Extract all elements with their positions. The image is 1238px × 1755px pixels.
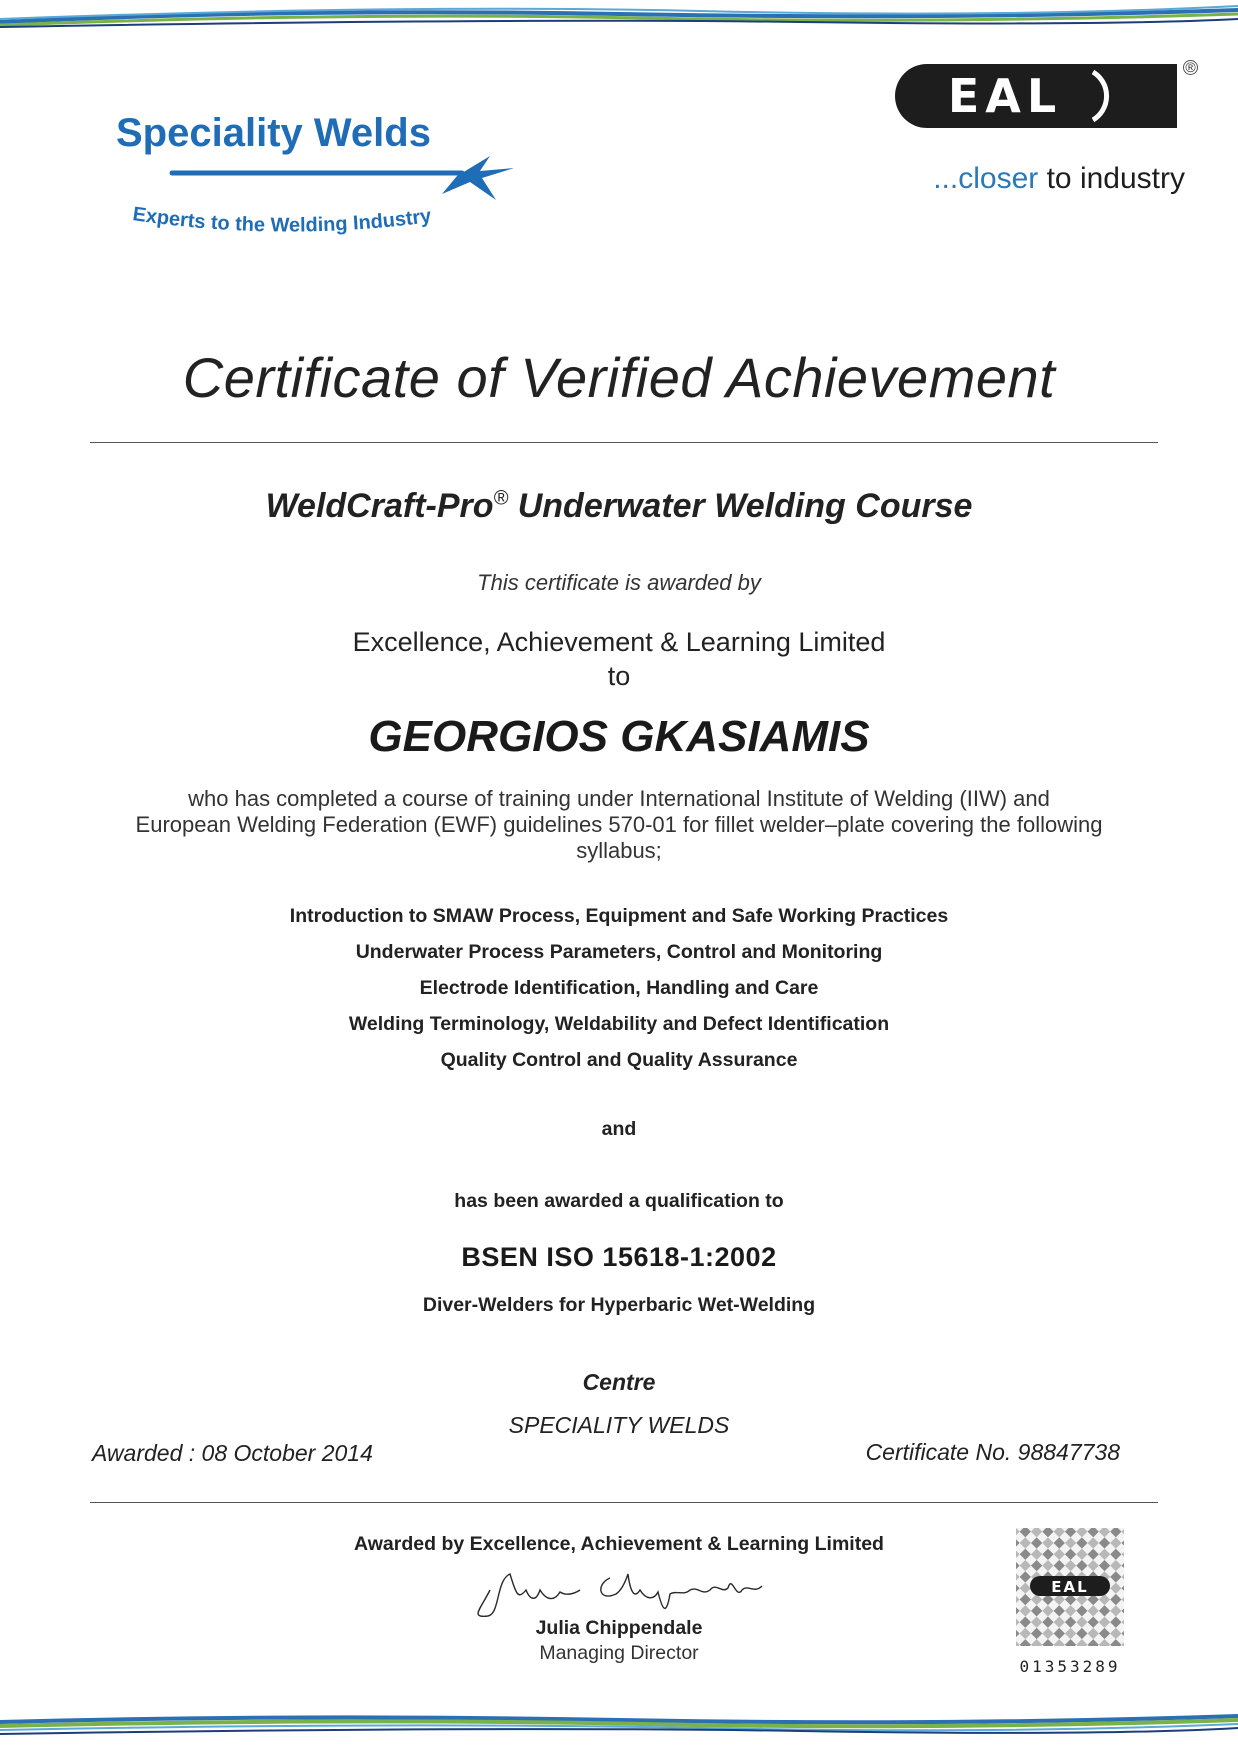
footer-divider — [90, 1502, 1158, 1503]
eal-logo-text: EAL — [947, 69, 1063, 123]
awarding-organisation: Excellence, Achievement & Learning Limited — [352, 627, 886, 657]
centre-label: Centre — [582, 1369, 656, 1395]
course-description — [110, 786, 1128, 864]
centre-name: SPECIALITY WELDS — [508, 1412, 730, 1438]
syllabus-item: Underwater Process Parameters, Control and Monitoring — [355, 941, 883, 963]
syllabus-list — [0, 898, 1238, 1078]
eal-hologram-seal — [1014, 1526, 1126, 1648]
course-name: WeldCraft-Pro — [265, 487, 494, 525]
signer-role: Managing Director — [539, 1642, 699, 1664]
registered-mark-icon: ® — [1183, 60, 1198, 75]
bottom-decorative-band — [0, 1712, 1238, 1740]
qualification-description: Diver-Welders for Hyperbaric Wet-Welding — [422, 1294, 816, 1316]
signature — [470, 1560, 790, 1620]
description-line: who has completed a course of training under International Institute of Welding (IIW) and — [188, 786, 1050, 811]
certificate-number: Certificate No. 98847738 — [865, 1439, 1120, 1465]
awarded-by-intro: This certificate is awarded by — [477, 570, 761, 595]
eal-tagline — [895, 162, 1185, 196]
speciality-welds-logo-text: Speciality Welds — [116, 111, 431, 155]
course-registered-mark: ® — [493, 487, 509, 510]
syllabus-item: Welding Terminology, Weldability and Defect Identification — [348, 1013, 890, 1035]
certificate-title: Certificate of Verified Achievement — [182, 346, 1056, 409]
eal-tagline-part2: to industry — [1046, 162, 1185, 195]
description-line: syllabus; — [576, 838, 662, 863]
recipient-name: GEORGIOS GKASIAMIS — [368, 712, 870, 761]
syllabus-item: Quality Control and Quality Assurance — [440, 1049, 798, 1071]
qualification-intro: has been awarded a qualification to — [454, 1190, 784, 1212]
description-line: European Welding Federation (EWF) guidelines 570-01 for fillet welder–plate covering the following — [135, 812, 1103, 837]
syllabus-item: Electrode Identification, Handling and Care — [419, 977, 819, 999]
signer-name: Julia Chippendale — [535, 1617, 703, 1639]
syllabus-item: Introduction to SMAW Process, Equipment and Safe Working Practices — [289, 905, 949, 927]
course-suffix: Underwater Welding Course — [517, 487, 973, 525]
course-title — [0, 487, 1238, 526]
seal-number: 01353289 — [1019, 1657, 1121, 1676]
speciality-welds-tagline: Experts to the Welding Industry — [131, 203, 433, 237]
top-decorative-band — [0, 0, 1238, 28]
seal-label: EAL — [1051, 1578, 1089, 1596]
speciality-welds-logo — [112, 108, 532, 248]
and-label: and — [601, 1118, 637, 1140]
title-divider — [90, 442, 1158, 443]
to-label: to — [607, 661, 631, 691]
qualification-standard: BSEN ISO 15618-1:2002 — [461, 1242, 777, 1272]
eal-tagline-part1: ...closer — [933, 162, 1047, 195]
awarded-date: Awarded : 08 October 2014 — [92, 1440, 373, 1466]
footer-awarded-by: Awarded by Excellence, Achievement & Learning Limited — [354, 1533, 884, 1555]
